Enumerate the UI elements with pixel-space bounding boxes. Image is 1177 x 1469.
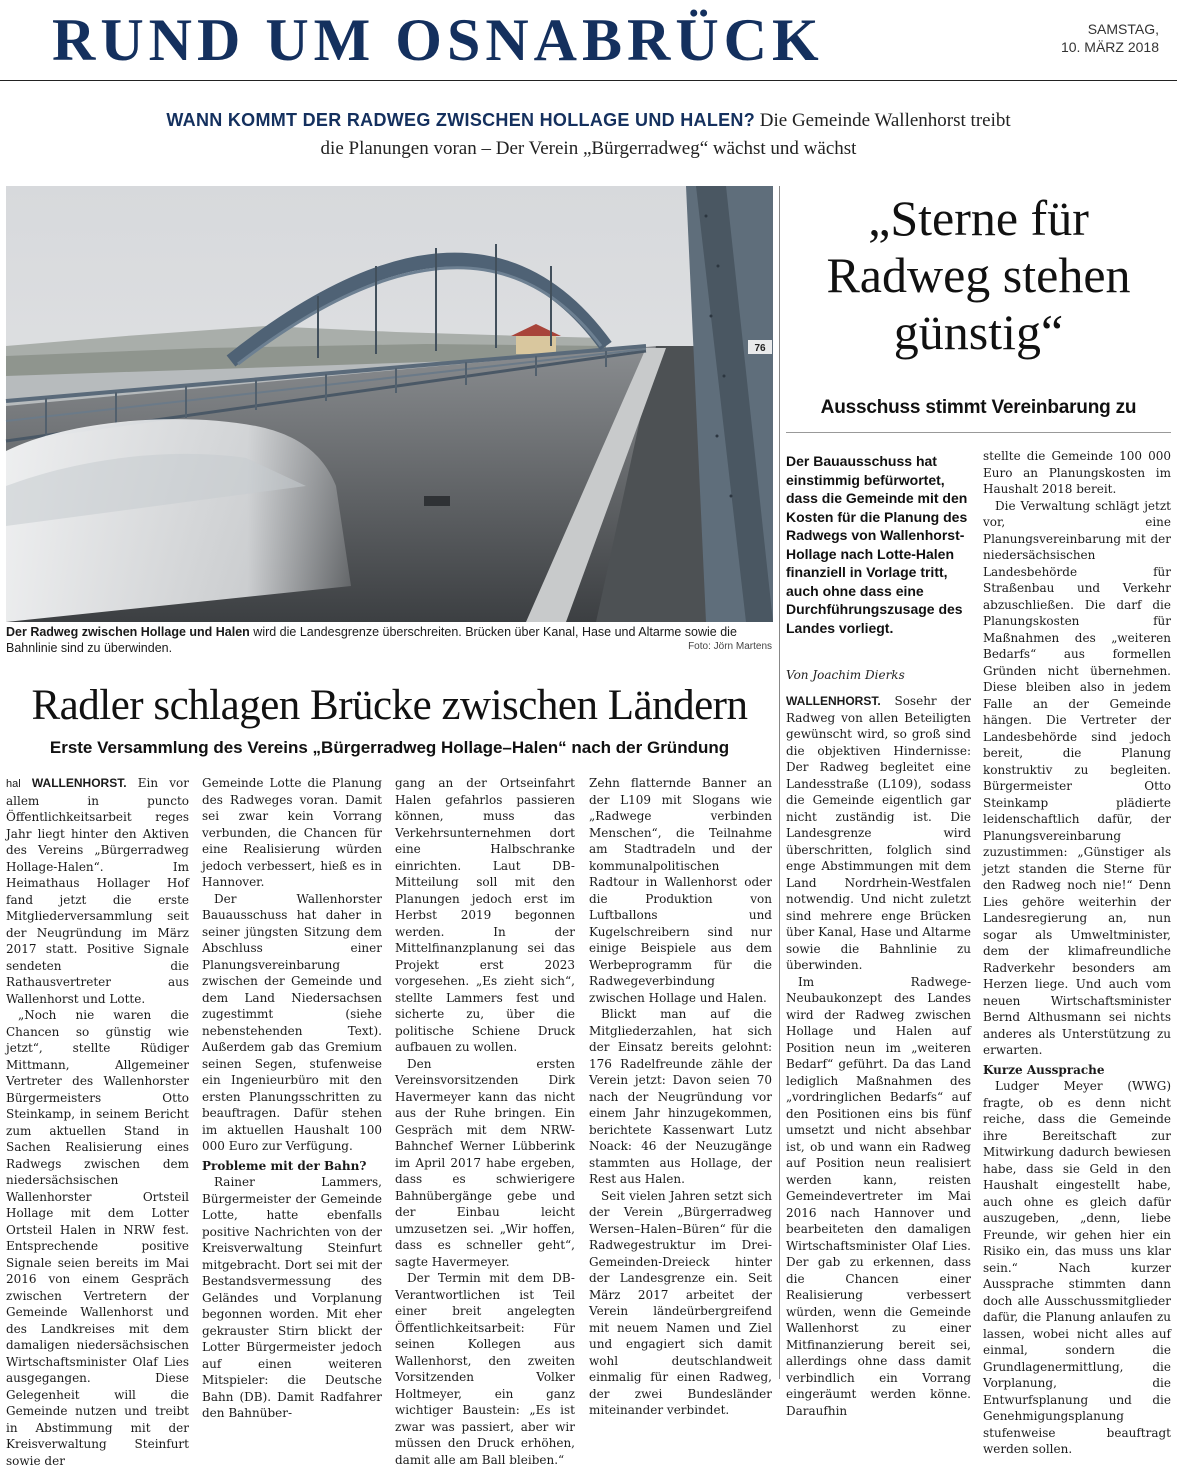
left-col2-para-2: Rainer Lammers, Bürgermeister der Gemeinde Lotte, hatte ebenfalls positive Nachrichten von der Kreisverwaltung Steinfurt mitgebracht. Dort sei mit der Bestandsvermessung des Geländes und Vorplanung begonnen worden. Mit eher gekrauster Stirn blickt der Lotter Bürgermeister jedoch auf einen weiteren Mitspieler: die Deutsche Bahn (DB). Damit Radfahrer den Bahnüber- <box>202 1175 382 1420</box>
left-col3-para-2: Der Termin mit dem DB-Verantwortlichen ist Teil einer breit angelegten Öffentlichkeitsarbeit: Für seinen Kollegen aus Wallenhorst, den zweiten Vorsitzenden Volker Holtmeyer, ein ganz wichtiger Baustein: „Es ist zwar was passiert, aber wir müssen den Druck erhöhen, damit alle am Ball bleiben.“ <box>395 1271 575 1467</box>
left-col-2 <box>202 775 382 1420</box>
header-rule <box>0 80 1177 81</box>
right-subhead: Ausschuss stimmt Vereinbarung zu <box>820 397 1137 418</box>
left-col1-text-0: Ein vor allem in puncto Öffentlichkeitsarbeit reges Jahr liegt hinter den Aktiven des Vereins „Bürgerradweg Hollage-Halen“. Im Heimathaus Hollager Hof fand jetzt die erste Mitgliederversammlung seit der Neugründung im März 2017 statt. Positive Signale sendeten die Rathausvertreter aus Wallenhorst und Lotte. <box>6 776 189 1006</box>
left-col4-para-2: Seit vielen Jahren setzt sich der Verein „Bürgerradweg Wersen–Halen–Büren“ für die Radwegestruktur im Drei-Gemeinden-Dreieck hinter der Landesgrenze ein. Seit März 2017 arbeitet der Verein ländeürbergreifend mit neuem Namen und Ziel und engagiert sich damit wohl deutschlandweit einmalig für einen Radweg, der zwei Bundesländer miteinander verbindet. <box>589 1188 772 1417</box>
right-col2-para-1: Die Verwaltung schlägt jetzt vor, eine Planungsvereinbarung mit der niedersächsischen Landesbehörde für Straßenbau und Verkehr abzuschließen. Die darf die Planungskosten für Maßnahmen des „weiteren Bedarfs“ aus formellen Gründen nicht übernehmen. Diese bleiben also in jedem Falle an der Gemeinde hängen. Die Vertreter der Landesbehörde sind jedoch bereit, die Planung konstruktiv zu begleiten. Bürgermeister Otto Steinkamp plädierte leidenschaftlich dafür, der Planungsvereinbarung zuzustimmen: „Günstiger als jetzt standen die Sterne für den Radweg noch nie!“ Denn Lies gehöre weiterhin der Landesregierung an, nun sogar als Umweltminister, dem der klimafreundliche Radverkehr besonders am Herzen liege. Und auch vom neuen Wirtschaftsminister Bernd Althusmann sei nichts anderes als Unterstützung zu erwarten. <box>983 498 1171 1057</box>
left-col1-para-1: „Noch nie waren die Chancen so günstig wie jetzt“, stellte Rüdiger Mittmann, Allgemeiner Vertreter des Wallenhorster Bürgermeisters Otto Steinkamp, in seinem Bericht zum aktuellen Stand in Sachen Realisierung eines Radwegs zwischen dem niedersächsischen Wallenhorster Ortsteil Hollage mit dem Lotter Ortsteil Halen in NRW fest. Entsprechende positive Signale seien bereits im Mai 2016 von einem Gespräch zwischen Vertretern der Gemeinde Wallenhorst und des Landkreises mit dem damaligen niedersächsischen Wirtschaftsminister Olaf Lies ausgegangen. Diese Gelegenheit will die Gemeinde nutzen und treibt in Abstimmung mit der Kreisverwaltung Steinfurt sowie der <box>6 1008 189 1468</box>
left-col-4 <box>589 775 772 1417</box>
right-rule <box>786 432 1171 433</box>
left-col3-para-1: Den ersten Vereinsvorsitzenden Dirk Havermeyer kann das nicht aus der Ruhe bringen. Ein Gespräch mit dem NRW-Bahnchef Werner Lübberink im April 2017 habe ergeben, dass es schwierigere Bahnübergänge gebe und der Einbau leicht umzusetzen sei. „Wir hoffen, dass es schneller geht“, sagte Havermeyer. <box>395 1056 575 1269</box>
kicker-text: Die Gemeinde Wallenhorst treibt die Planungen voran – Der Verein „Bürgerradweg“ wächst und wächst <box>320 110 1011 159</box>
bridge-photo <box>6 186 773 622</box>
right-dateline: WALLENHORST. <box>786 694 881 708</box>
right-author: Von Joachim Dierks <box>786 668 905 682</box>
caption-lead: Der Radweg zwischen Hollage und Halen <box>6 625 250 639</box>
photo-caption <box>6 624 773 656</box>
right-lead: Der Bauausschuss hat einstimmig befürwortet, dass die Gemeinde mit den Kosten für die Planung des Radwegs von Wallenhorst-Hollage nach Lotte-Halen finanziell in Vorlage tritt, auch ohne dass eine Durchführungszusage des Landes vorliegt. <box>786 453 968 636</box>
author-initials: hal <box>6 778 21 790</box>
left-col2-subhead: Probleme mit der Bahn? <box>202 1158 367 1173</box>
masthead: RUND UM OSNABRÜCK <box>52 7 824 73</box>
issue-date-value: 10. MÄRZ 2018 <box>1060 39 1159 55</box>
left-dateline: WALLENHORST. <box>31 776 127 790</box>
left-col4-para-0: Zehn flatternde Banner an der L109 mit Slogans wie „Radwege verbinden Menschen“, die Teilnahme am Stadtradeln und der kommunalpolitischen Radtour in Wallenhorst oder die Produktion von Luftballons und Kugelschreibern sind nur einige Beispiele aus dem Werbeprogramm für die Radwegeverbindung zwischen Hollage und Halen. <box>589 776 772 1005</box>
left-col2-para-1: Der Wallenhorster Bauausschuss hat daher in seiner jüngsten Sitzung dem Abschluss einer Planungsvereinbarung zwischen der Gemeinde und dem Land Niedersachsen zugestimmt (siehe nebenstehenden Text). Außerdem gab das Gremium seinen Segen, stufenweise ein Ingenieurbüro mit den ersten Planungsschritten zu beauftragen. Dafür stehen im aktuellen Haushalt 100 000 Euro zur Verfügung. <box>202 891 382 1153</box>
bridge-photo-illustration <box>6 186 773 622</box>
left-col-1 <box>6 775 189 1468</box>
left-col-3 <box>395 775 575 1467</box>
left-subhead: Erste Versammlung des Vereins „Bürgerradweg Hollage–Halen“ nach der Gründung <box>49 738 730 757</box>
left-col1-para-0 <box>6 775 189 1007</box>
topic-kicker <box>0 106 1177 163</box>
column-divider <box>779 186 780 1379</box>
right-col-1 <box>786 693 971 1418</box>
right-headline: „Sterne für Radweg stehen günstig“ <box>826 190 1131 360</box>
left-col4-para-1: Blickt man auf die Mitgliederzahlen, hat sich der Einsatz bereits gelohnt: 176 Radelfreunde zähle der Verein jetzt: Davon seien 70 nach der Neugründung vor einem Jahr hinzugekommen, berichtete Kassenwart Lutz Noack: 46 der Neuzugänge stammten aus Hollage, der Rest aus Halen. <box>589 1007 772 1186</box>
left-headline: Radler schlagen Brücke zwischen Ländern <box>31 682 748 729</box>
right-col2-para-2: Ludger Meyer (WWG) fragte, ob es denn nicht reiche, dass die Gemeinde ihre Bereitschaft zur Mitwirkung dadurch bewiesen habe, dass sie Geld in den Haushalt eingestellt habe, auch ohne es gleich dafür auszugeben, „denn, liebe Freunde, wir gehen hier ein Risiko ein, das muss uns klar sein.“ Nach kurzer Aussprache stimmten dann doch alle Ausschussmitglieder dafür, die Planung anlaufen zu lassen, wobei nicht alles auf einmal, sondern die Grundlagenermittlung, die Vorplanung, die Entwurfsplanung und die Genehmigungsplanung stufenweise beauftragt werden sollen. <box>983 1079 1171 1456</box>
caption-text: wird die Landesgrenze überschreiten. Brücken über Kanal, Hase und Altarme sowie die Bahnlinie sind zu überwinden. <box>6 625 737 655</box>
issue-day: SAMSTAG, <box>1087 21 1159 37</box>
right-col2-para-0: stellte die Gemeinde 100 000 Euro an Planungskosten im Haushalt 2018 bereit. <box>983 449 1171 496</box>
bridge-sign-number: 76 <box>754 343 766 354</box>
kicker-question: WANN KOMMT DER RADWEG ZWISCHEN HOLLAGE UND HALEN? <box>166 110 756 130</box>
right-col1-para-0 <box>786 693 971 974</box>
right-col2-subhead: Kurze Aussprache <box>983 1062 1105 1077</box>
issue-date <box>1061 20 1159 56</box>
left-col3-para-0: gang an der Ortseinfahrt Halen gefahrlos passieren können, muss das Verkehrsunternehmen dort eine Halbschranke einrichten. Laut DB-Mitteilung soll mit den Planungen jedoch erst im Herbst 2019 begonnen werden. In der Mittelfinanzplanung sei das Projekt erst 2023 vorgesehen. „Es zieht sich“, stellte Lammers fest und sicherte zu, über die politische Schiene Druck aufbauen zu wollen. <box>395 776 575 1054</box>
photo-credit: Foto: Jörn Martens <box>688 641 772 652</box>
right-col-2 <box>983 448 1171 1456</box>
left-col2-para-0: Gemeinde Lotte die Planung des Radweges voran. Damit sei zwar kein Vorrang verbunden, die Chancen für eine Realisierung würden jedoch verbessert, hieß es in Hannover. <box>202 776 382 889</box>
right-col1-text-0: Sosehr der Radweg von allen Beteiligten gewünscht wird, so groß sind die objektiven Hindernisse: Der Radweg begleitet eine Landesstraße (L109), sodass die Gemeinde eigentlich gar nicht zuständig ist. Die Landesgrenze wird überschritten, folglich sind enge Abstimmungen mit dem Land Nordrhein-Westfalen notwendig. Und nicht zuletzt sind mehrere enge Brücken über Kanal, Hase und Altarme sowie die Bahnlinie zu überwinden. <box>786 694 971 972</box>
right-col1-para-1: Im Radwege-Neubaukonzept des Landes wird der Radweg zwischen Hollage und Halen auf Position neun im „weiteren Bedarf“ geführt. Da das Land lediglich Maßnahmen des „vordringlichen Bedarfs“ auf den Positionen eins bis fünf umsetzt und nicht absehbar ist, ob und wann ein Radweg auf Position neun realisiert werden kann, reisten Gemeindevertreter im Mai 2016 nach Hannover und bearbeiteten den damaligen Wirtschaftsminister Olaf Lies. Der gab zu erkennen, dass die Chancen einer Realisierung verbessert würden, wenn die Gemeinde Wallenhorst zu einer Mitfinanzierung bereit sei, allerdings ohne dass damit verbindlich ein Vorrang eingeräumt werden könne. Daraufhin <box>786 974 971 1418</box>
